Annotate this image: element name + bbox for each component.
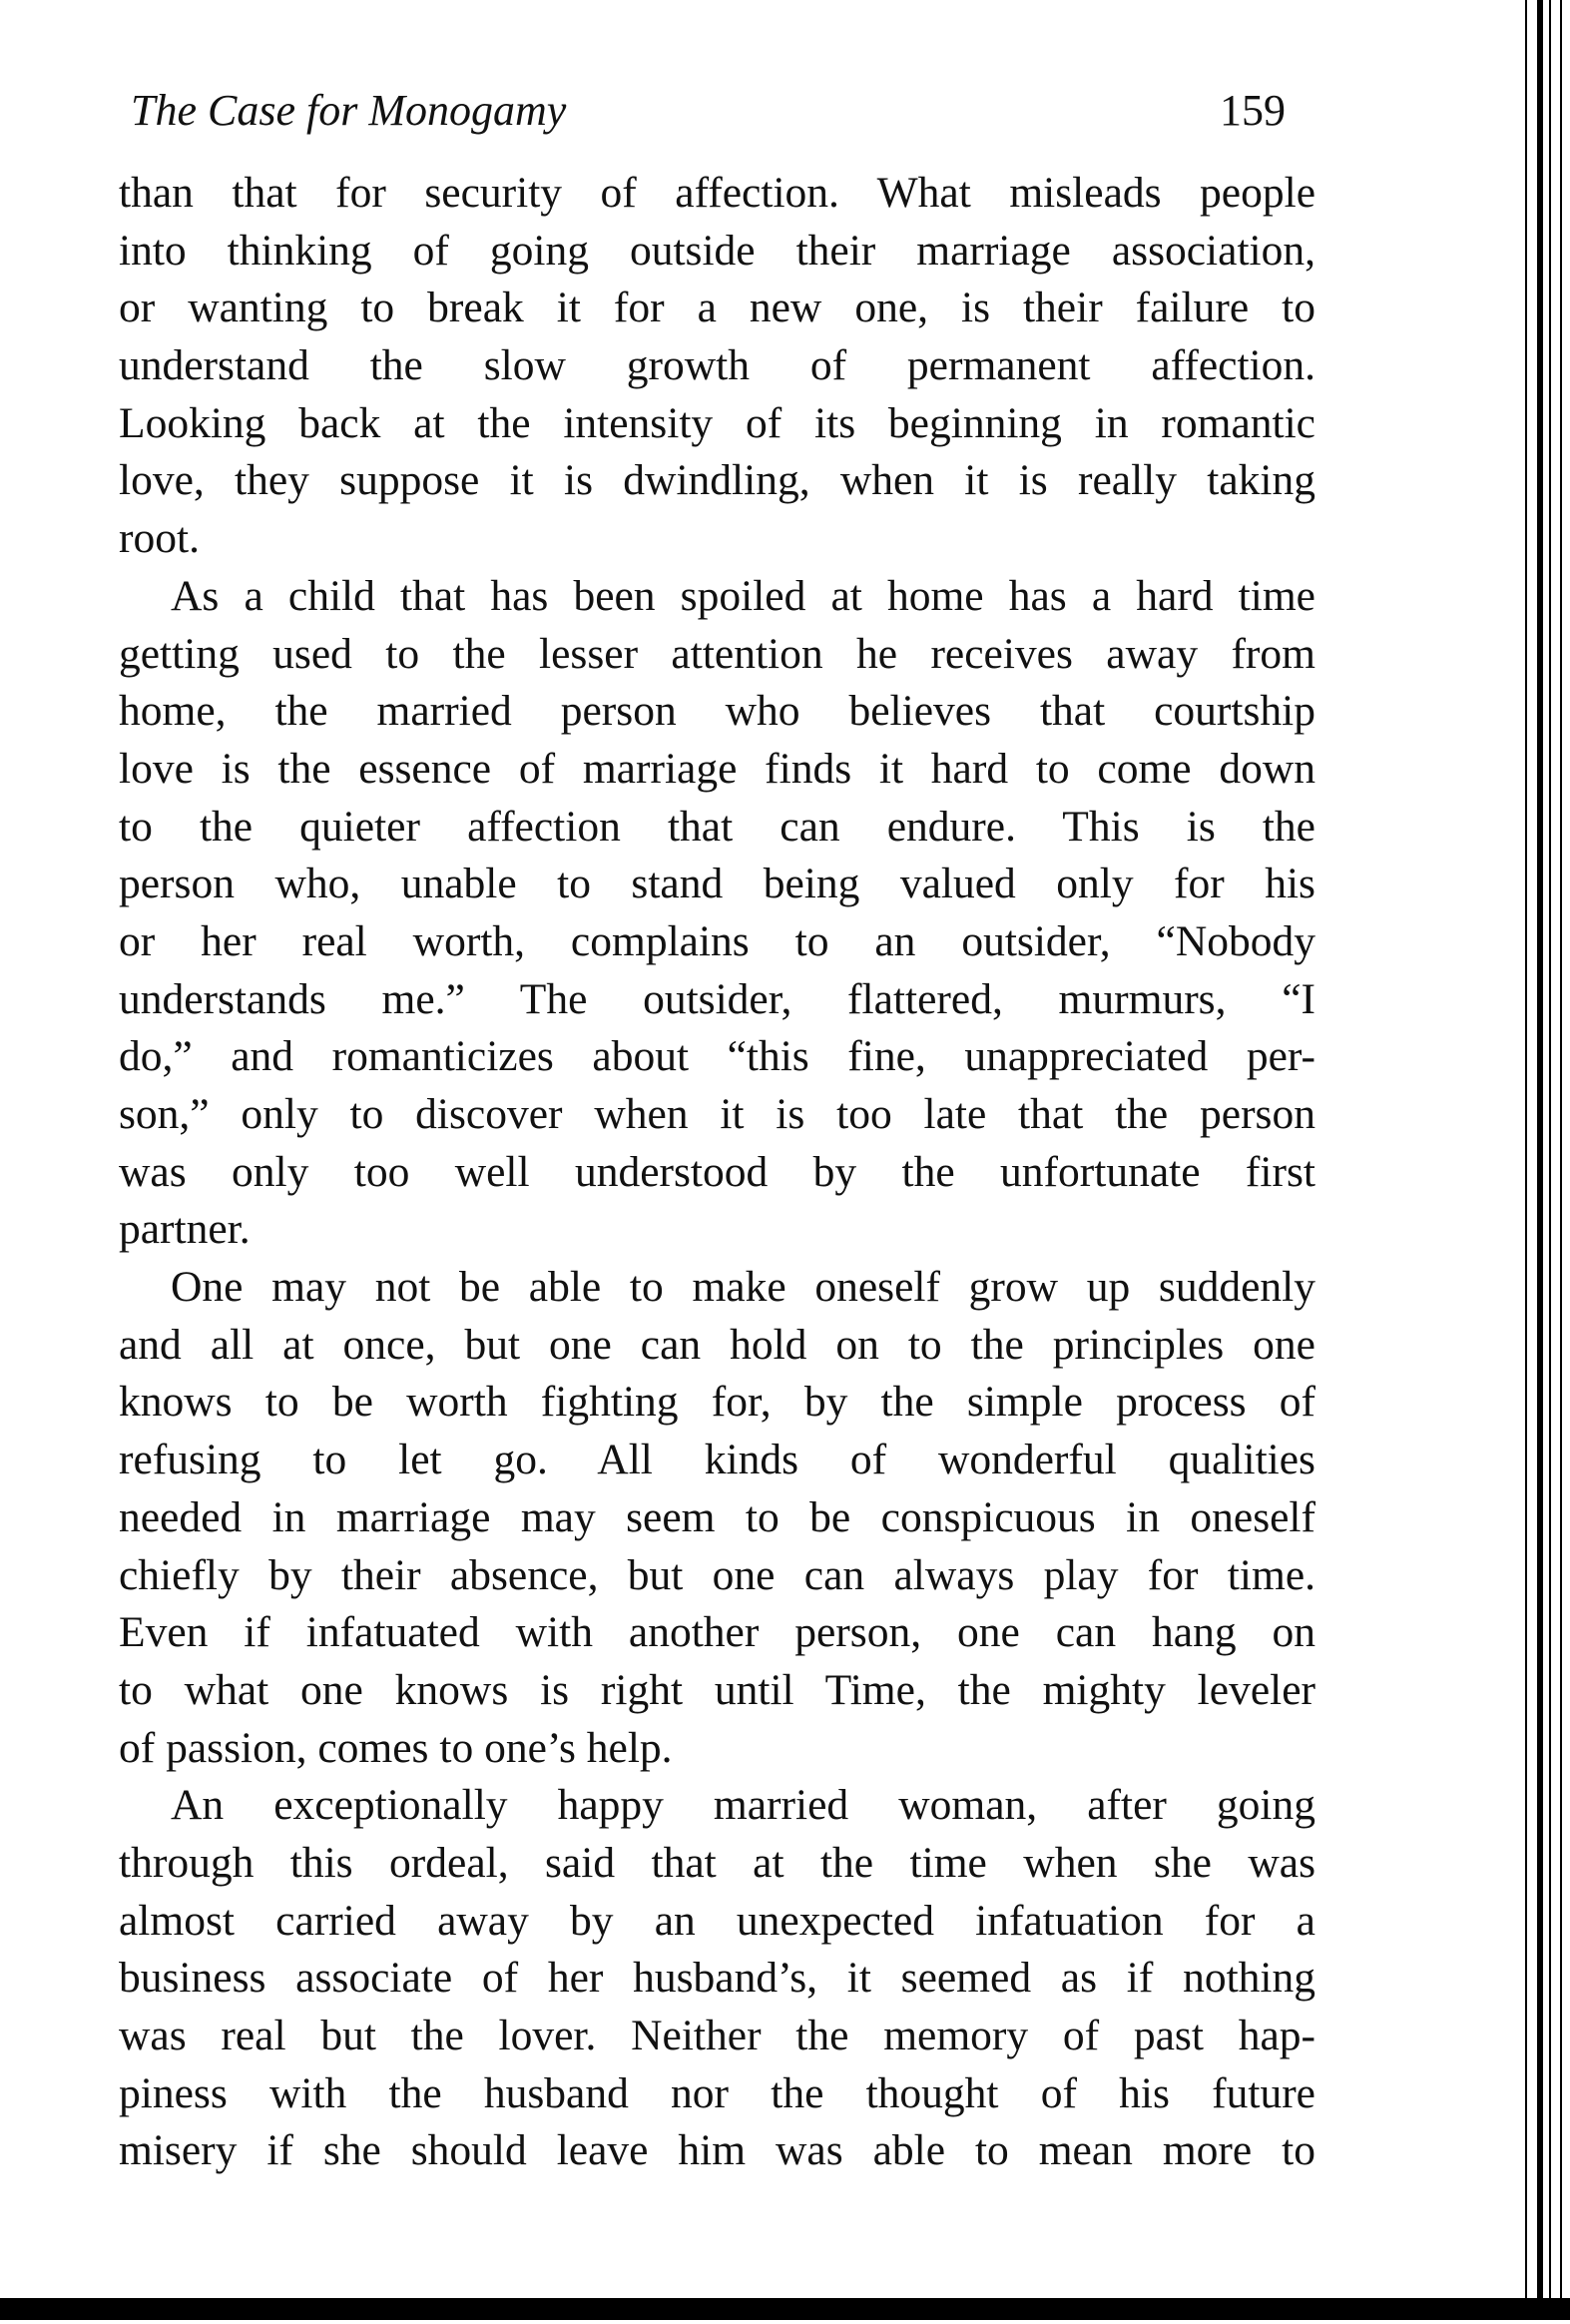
- text-line: home, the married person who believes that courtship: [119, 687, 1315, 736]
- text-line: son,” only to discover when it is too late that the person: [119, 1090, 1315, 1138]
- text-line: business associate of her husband’s, it seemed as if nothing: [119, 1954, 1315, 2003]
- text-line: was only too well understood by the unfortunate first: [119, 1147, 1315, 1196]
- text-line: partner.: [119, 1205, 251, 1254]
- paragraph: [119, 165, 1315, 568]
- running-head-title: The Case for Monogamy: [131, 86, 567, 135]
- paragraph: [119, 1259, 1315, 1777]
- text-line: misery if she should leave him was able to mean more to: [119, 2126, 1315, 2175]
- page-edge-line: [1560, 0, 1562, 2304]
- text-line: understand the slow growth of permanent affection.: [119, 341, 1315, 390]
- text-line: or wanting to break it for a new one, is their failure to: [119, 284, 1315, 332]
- page-edge-line: [1549, 0, 1551, 2304]
- text-line: needed in marriage may seem to be conspicuous in oneself: [119, 1492, 1315, 1541]
- text-line: person who, unable to stand being valued only for his: [119, 860, 1315, 908]
- text-line: One may not be able to make oneself grow up suddenly: [171, 1263, 1315, 1312]
- text-line: Looking back at the intensity of its beginning in romantic: [119, 398, 1315, 447]
- running-head: [131, 80, 1286, 142]
- text-line: refusing to let go. All kinds of wonderful qualities: [119, 1436, 1315, 1484]
- page-edge-line: [1525, 0, 1527, 2304]
- text-line: of passion, comes to one’s help.: [119, 1723, 673, 1772]
- text-line: As a child that has been spoiled at home has a hard time: [171, 571, 1315, 620]
- text-line: knows to be worth fighting for, by the simple process of: [119, 1378, 1315, 1427]
- text-line: getting used to the lesser attention he receives away from: [119, 629, 1315, 678]
- text-line: almost carried away by an unexpected infatuation for a: [119, 1896, 1315, 1945]
- text-line: through this ordeal, said that at the time when she was: [119, 1838, 1315, 1887]
- text-line: understands me.” The outsider, flattered, murmurs, “I: [119, 974, 1315, 1023]
- text-line: do,” and romanticizes about “this fine, unappreciated per-: [119, 1032, 1315, 1081]
- text-line: chiefly by their absence, but one can always play for time.: [119, 1550, 1315, 1599]
- text-line: and all at once, but one can hold on to the principles one: [119, 1320, 1315, 1369]
- page-number: 159: [1220, 86, 1286, 135]
- text-line: into thinking of going outside their marriage association,: [119, 226, 1315, 275]
- paragraph: [119, 1777, 1315, 2180]
- paragraph: [119, 568, 1315, 1259]
- text-line: An exceptionally happy married woman, after going: [171, 1781, 1315, 1830]
- page-edge-line: [1537, 0, 1543, 2304]
- text-line: than that for security of affection. What misleads people: [119, 169, 1315, 217]
- text-line: to what one knows is right until Time, the mighty leveler: [119, 1665, 1315, 1714]
- body-text: [119, 165, 1315, 2180]
- text-line: love is the essence of marriage finds it hard to come down: [119, 744, 1315, 793]
- text-line: love, they suppose it is dwindling, when it is really taking: [119, 456, 1315, 505]
- text-line: root.: [119, 514, 200, 563]
- text-line: or her real worth, complains to an outsider, “Nobody: [119, 916, 1315, 965]
- text-line: Even if infatuated with another person, one can hang on: [119, 1608, 1315, 1657]
- text-line: was real but the lover. Neither the memory of past hap-: [119, 2012, 1315, 2059]
- text-line: to the quieter affection that can endure. This is the: [119, 802, 1315, 851]
- text-line: piness with the husband nor the thought of his future: [119, 2068, 1315, 2117]
- scan-bottom-edge: [0, 2298, 1570, 2320]
